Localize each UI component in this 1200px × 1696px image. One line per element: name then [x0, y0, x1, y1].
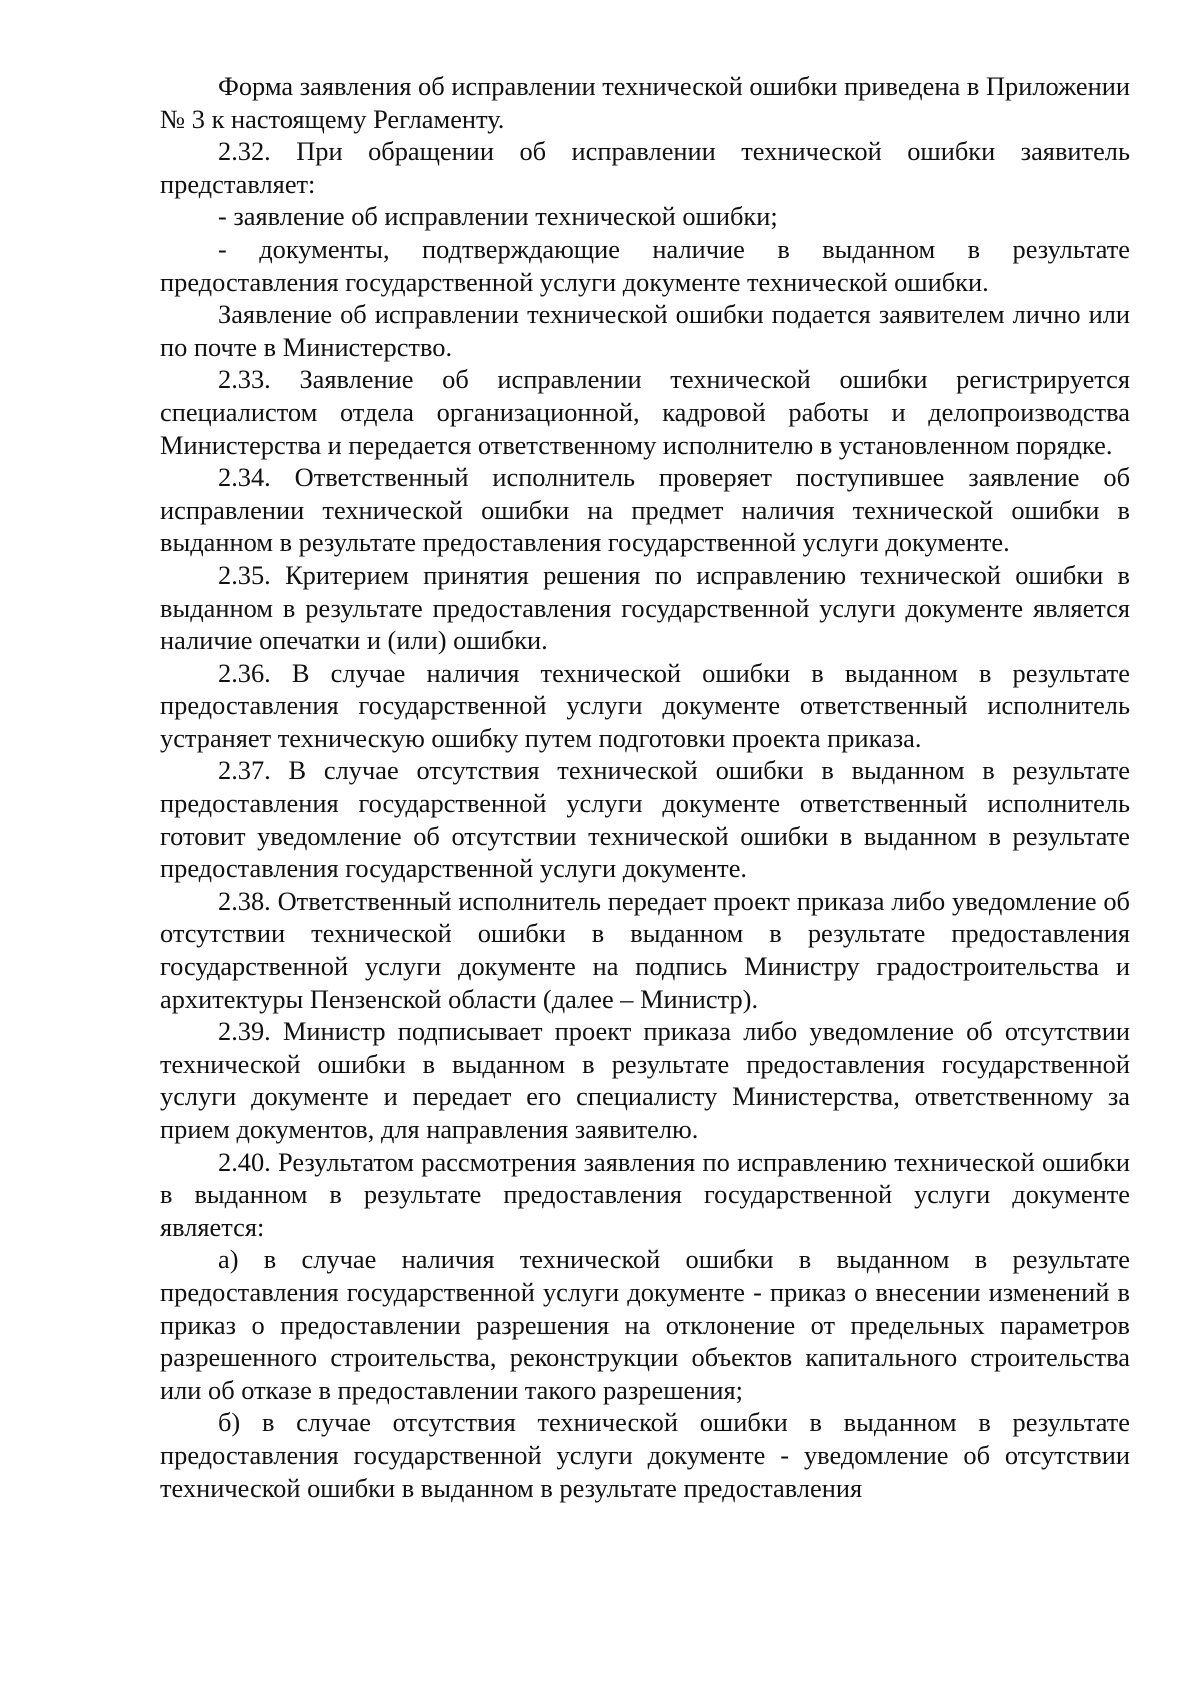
paragraph-2-32: 2.32. При обращении об исправлении технической ошибки заявитель представляет: [160, 136, 1130, 199]
paragraph-form-reference: Форма заявления об исправлении технической ошибки приведена в Приложении № 3 к настоящему Регламенту. [160, 71, 1130, 134]
paragraph-2-36: 2.36. В случае наличия технической ошибки в выданном в результате предоставления государственной услуги документе ответственный исполнитель устраняет техническую ошибку путем подготовки проекта приказа. [160, 657, 1130, 753]
paragraph-2-34: 2.34. Ответственный исполнитель проверяет поступившее заявление об исправлении технической ошибки на предмет наличия технической ошибки в выданном в результате предоставления государственной услуги документе. [160, 462, 1130, 558]
list-item-b: б) в случае отсутствия технической ошибки в выданном в результате предоставления государственной услуги документе - уведомление об отсутствии технической ошибки в выданном в результате предоставления [160, 1407, 1130, 1503]
paragraph-2-33: 2.33. Заявление об исправлении технической ошибки регистрируется специалистом отдела организационной, кадровой работы и делопроизводства Министерства и передается ответственному исполнителю в установленном порядке. [160, 364, 1130, 460]
paragraph-2-37: 2.37. В случае отсутствия технической ошибки в выданном в результате предоставления государственной услуги документе ответственный исполнитель готовит уведомление об отсутствии технической ошибки в выданном в результате предоставления государственной услуги документе. [160, 755, 1130, 884]
paragraph-2-35: 2.35. Критерием принятия решения по исправлению технической ошибки в выданном в результате предоставления государственной услуги документе является наличие опечатки и (или) ошибки. [160, 559, 1130, 656]
list-item-documents: - документы, подтверждающие наличие в выданном в результате предоставления государственной услуги документе технической ошибки. [160, 233, 1130, 297]
paragraph-2-39: 2.39. Министр подписывает проект приказа либо уведомление об отсутствии технической ошибки в выданном в результате предоставления государственной услуги документе и передает его специалисту Министерства, ответственному за прием документов, для направления заявителю. [160, 1016, 1130, 1144]
paragraph-2-40: 2.40. Результатом рассмотрения заявления по исправлению технической ошибки в выданном в результате предоставления государственной услуги документе является: [160, 1146, 1130, 1242]
list-item-a: а) в случае наличия технической ошибки в выданном в результате предоставления государственной услуги документе - приказ о внесении изменений в приказ о предоставлении разрешения на отклонение от предельных параметров разрешенного строительства, реконструкции объектов капитального строительства или об отказе в предоставлении такого разрешения; [160, 1244, 1130, 1405]
paragraph-submission: Заявление об исправлении технической ошибки подается заявителем лично или по почте в Министерство. [160, 299, 1130, 362]
list-item-application: - заявление об исправлении технической ошибки; [218, 201, 778, 232]
paragraph-2-38: 2.38. Ответственный исполнитель передает проект приказа либо уведомление об отсутствии технической ошибки в выданном в результате предоставления государственной услуги документе на подпись Министру градостроительства и архитектуры Пензенской области (далее – Министр). [160, 885, 1130, 1014]
document-page [160, 70, 1130, 1504]
